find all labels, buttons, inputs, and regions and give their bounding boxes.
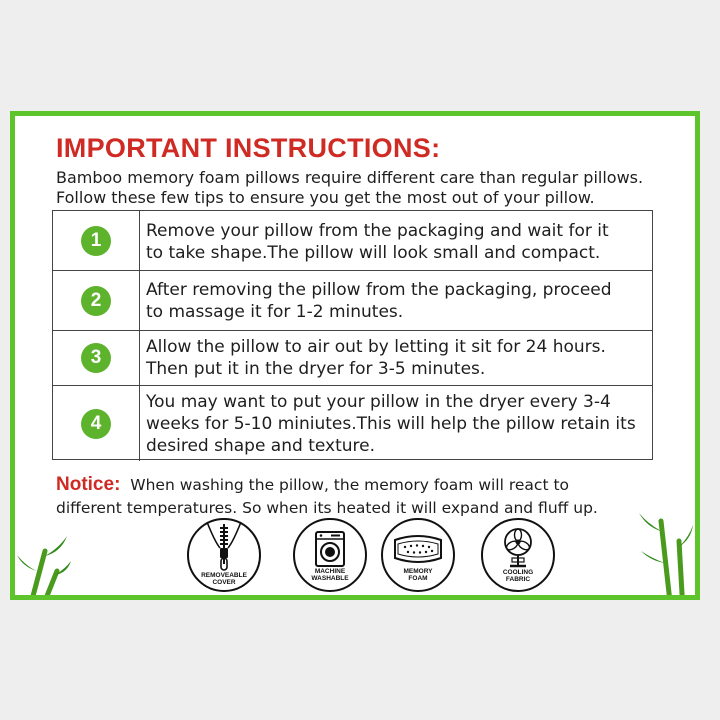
instruction-card — [10, 111, 700, 600]
step-number-cell — [53, 386, 140, 461]
step-text — [146, 279, 646, 323]
step-number-badge: 1 — [81, 226, 111, 256]
bamboo-left-icon — [15, 531, 75, 600]
feature-label: MEMORY — [403, 568, 433, 575]
feature-label: REMOVEABLE — [201, 572, 247, 579]
step-text-line: After removing the pillow from the packaging, proceed — [146, 280, 612, 300]
intro-line: Follow these few tips to ensure you get the most out of your pillow. — [56, 188, 595, 207]
feature-label: WASHABLE — [311, 575, 349, 582]
intro-text — [56, 168, 696, 208]
feature-removeable-cover — [187, 518, 261, 592]
feature-label: FOAM — [408, 575, 428, 582]
feature-memory-foam — [381, 518, 455, 592]
notice-line: different temperatures. So when its heated it will expand and fluff up. — [56, 499, 598, 517]
step-text-line: You may want to put your pillow in the dryer every 3-4 — [146, 392, 611, 412]
step-row — [53, 385, 652, 461]
step-number-badge: 3 — [81, 343, 111, 373]
step-row — [53, 330, 652, 385]
feature-cooling-fabric — [481, 518, 555, 592]
feature-label: MACHINE — [314, 568, 346, 575]
step-number-cell — [53, 271, 140, 330]
feature-icons-row — [187, 518, 557, 600]
step-text-line: Then put it in the dryer for 3-5 minutes. — [146, 359, 486, 379]
step-text — [146, 220, 646, 264]
step-text-line: to take shape.The pillow will look small and compact. — [146, 243, 601, 263]
page-title: IMPORTANT INSTRUCTIONS: — [56, 133, 441, 163]
feature-label: COVER — [212, 579, 236, 586]
notice-label: Notice: — [56, 474, 121, 495]
step-text-line: weeks for 5-10 miniutes.This will help the pillow retain its — [146, 414, 636, 434]
feature-machine-washable — [293, 518, 367, 592]
step-text-line: Remove your pillow from the packaging and wait for it — [146, 221, 609, 241]
step-row — [53, 270, 652, 330]
bamboo-right-icon — [635, 511, 695, 600]
step-text-line: to massage it for 1-2 minutes. — [146, 302, 404, 322]
step-row — [53, 211, 652, 270]
step-number-cell — [53, 331, 140, 385]
step-text — [146, 336, 646, 380]
intro-line: Bamboo memory foam pillows require different care than regular pillows. — [56, 168, 644, 187]
step-text — [146, 391, 646, 457]
step-number-badge: 4 — [81, 409, 111, 439]
feature-label: COOLING — [502, 569, 534, 576]
step-number-badge: 2 — [81, 286, 111, 316]
step-text-line: desired shape and texture. — [146, 436, 375, 456]
steps-table — [52, 210, 653, 460]
notice-text — [56, 473, 656, 520]
step-text-line: Allow the pillow to air out by letting it sit for 24 hours. — [146, 337, 606, 357]
feature-label: FABRIC — [505, 576, 531, 583]
notice-line: When washing the pillow, the memory foam will react to — [130, 476, 570, 494]
step-number-cell — [53, 211, 140, 270]
